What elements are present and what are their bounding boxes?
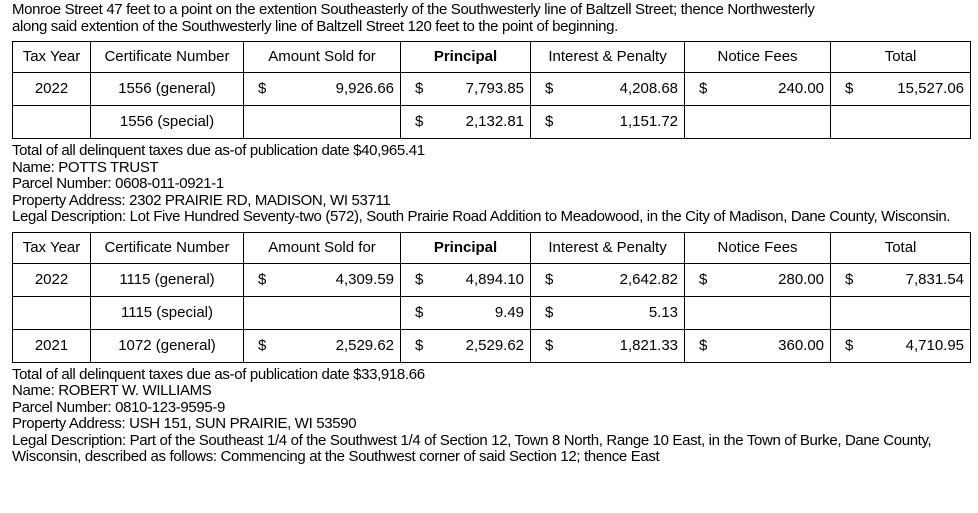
header-total: Total — [831, 42, 971, 73]
parcel-number: Parcel Number: 0810-123-9595-9 — [12, 398, 225, 416]
cell-interest: 4,208.68 — [573, 73, 685, 106]
cell-year: 2022 — [13, 263, 91, 296]
cell-total-cur — [831, 106, 876, 139]
cell-cert: 1115 (general) — [91, 263, 244, 296]
cell-fees — [731, 296, 831, 329]
property-address: Property Address: 2302 PRAIRIE RD, MADISON, WI 53711 — [12, 191, 391, 209]
cell-fees-cur: $ — [685, 73, 731, 106]
cell-interest-cur: $ — [531, 296, 573, 329]
cell-fees-cur: $ — [685, 263, 731, 296]
header-certificate-number: Certificate Number — [91, 42, 244, 73]
cell-total-cur: $ — [831, 329, 876, 362]
legal-description: Legal Description: Lot Five Hundred Seventy-two (572), South Prairie Road Addition to Meadowood, in the City of Madison, Dane County, Wisconsin. — [12, 208, 951, 225]
parcel-block-potts-trust — [12, 143, 972, 226]
cell-amount: 2,529.62 — [289, 329, 401, 362]
table-row — [13, 263, 971, 296]
cell-fees-cur — [685, 106, 731, 139]
owner-name: Name: ROBERT W. WILLIAMS — [12, 382, 212, 399]
cell-interest: 5.13 — [573, 296, 685, 329]
cell-year: 2021 — [13, 329, 91, 362]
cell-total: 4,710.95 — [876, 329, 971, 362]
cell-total-cur — [831, 296, 876, 329]
property-address: Property Address: USH 151, SUN PRAIRIE, WI 53590 — [12, 415, 357, 432]
cell-fees: 240.00 — [731, 73, 831, 106]
cell-principal-cur: $ — [401, 263, 446, 296]
header-row — [13, 232, 971, 263]
header-tax-year: Tax Year — [13, 232, 91, 263]
cell-amount-cur — [244, 296, 289, 329]
cell-interest: 2,642.82 — [573, 263, 685, 296]
table-row — [13, 329, 971, 362]
cell-total-cur: $ — [831, 73, 876, 106]
header-interest-penalty: Interest & Penalty — [531, 232, 685, 263]
tax-table-2 — [12, 232, 971, 363]
header-notice-fees: Notice Fees — [685, 42, 831, 73]
cell-principal: 2,529.62 — [446, 329, 531, 362]
header-interest-penalty: Interest & Penalty — [531, 42, 685, 73]
cell-principal-cur: $ — [401, 296, 446, 329]
cell-interest: 1,821.33 — [573, 329, 685, 362]
cell-interest-cur: $ — [531, 73, 573, 106]
header-amount-sold-for: Amount Sold for — [244, 232, 401, 263]
cell-amount-cur: $ — [244, 263, 289, 296]
cell-fees — [731, 106, 831, 139]
cell-principal: 9.49 — [446, 296, 531, 329]
cell-interest: 1,151.72 — [573, 106, 685, 139]
legal-description: Legal Description: Part of the Southeast 1/4 of the Southwest 1/4 of Section 12, Town 8 North, Range 10 East, in the Town of Burke, Dane County, Wisconsin, described as follows: Commencing at the Southwest corner of said Section 12; thence East — [12, 431, 932, 465]
tax-table-1 — [12, 41, 971, 139]
header-amount-sold-for: Amount Sold for — [244, 42, 401, 73]
cell-cert: 1072 (general) — [91, 329, 244, 362]
cell-cert: 1556 (general) — [91, 73, 244, 106]
cell-total: 7,831.54 — [876, 263, 971, 296]
cell-total — [876, 106, 971, 139]
total-delinquent: Total of all delinquent taxes due as-of publication date $33,918.66 — [12, 365, 425, 383]
cell-cert: 1115 (special) — [91, 296, 244, 329]
text-line: along said extention of the Southwesterly line of Baltzell Street 120 feet to the point of beginning. — [12, 17, 618, 35]
cell-year — [13, 296, 91, 329]
table-row — [13, 106, 971, 139]
cell-amount-cur: $ — [244, 329, 289, 362]
cell-amount — [289, 296, 401, 329]
cell-interest-cur: $ — [531, 106, 573, 139]
cell-principal: 2,132.81 — [446, 106, 531, 139]
cell-fees-cur: $ — [685, 329, 731, 362]
cell-amount — [289, 106, 401, 139]
cell-amount: 4,309.59 — [289, 263, 401, 296]
cell-year — [13, 106, 91, 139]
cell-principal-cur: $ — [401, 329, 446, 362]
total-delinquent: Total of all delinquent taxes due as-of publication date $40,965.41 — [12, 142, 425, 159]
table-row — [13, 73, 971, 106]
owner-name: Name: POTTS TRUST — [12, 158, 159, 176]
cell-total — [876, 296, 971, 329]
cell-amount-cur: $ — [244, 73, 289, 106]
header-row — [13, 42, 971, 73]
cell-principal: 7,793.85 — [446, 73, 531, 106]
header-tax-year: Tax Year — [13, 42, 91, 73]
cell-amount: 9,926.66 — [289, 73, 401, 106]
cell-amount-cur — [244, 106, 289, 139]
cell-principal-cur: $ — [401, 106, 446, 139]
text-line: Monroe Street 47 feet to a point on the extention Southeasterly of the Southwesterly line of Baltzell Street; thence Northwesterly — [12, 1, 815, 18]
cell-principal: 4,894.10 — [446, 263, 531, 296]
cell-interest-cur: $ — [531, 329, 573, 362]
parcel-block-robert-williams — [12, 367, 972, 466]
header-total: Total — [831, 232, 971, 263]
cell-fees: 280.00 — [731, 263, 831, 296]
legal-description-continued — [12, 2, 972, 35]
parcel-number: Parcel Number: 0608-011-0921-1 — [12, 175, 224, 192]
cell-year: 2022 — [13, 73, 91, 106]
cell-total: 15,527.06 — [876, 73, 971, 106]
cell-principal-cur: $ — [401, 73, 446, 106]
cell-cert: 1556 (special) — [91, 106, 244, 139]
cell-interest-cur: $ — [531, 263, 573, 296]
table-row — [13, 296, 971, 329]
cell-total-cur: $ — [831, 263, 876, 296]
header-notice-fees: Notice Fees — [685, 232, 831, 263]
header-principal: Principal — [401, 42, 531, 73]
cell-fees: 360.00 — [731, 329, 831, 362]
header-principal: Principal — [401, 232, 531, 263]
cell-fees-cur — [685, 296, 731, 329]
header-certificate-number: Certificate Number — [91, 232, 244, 263]
